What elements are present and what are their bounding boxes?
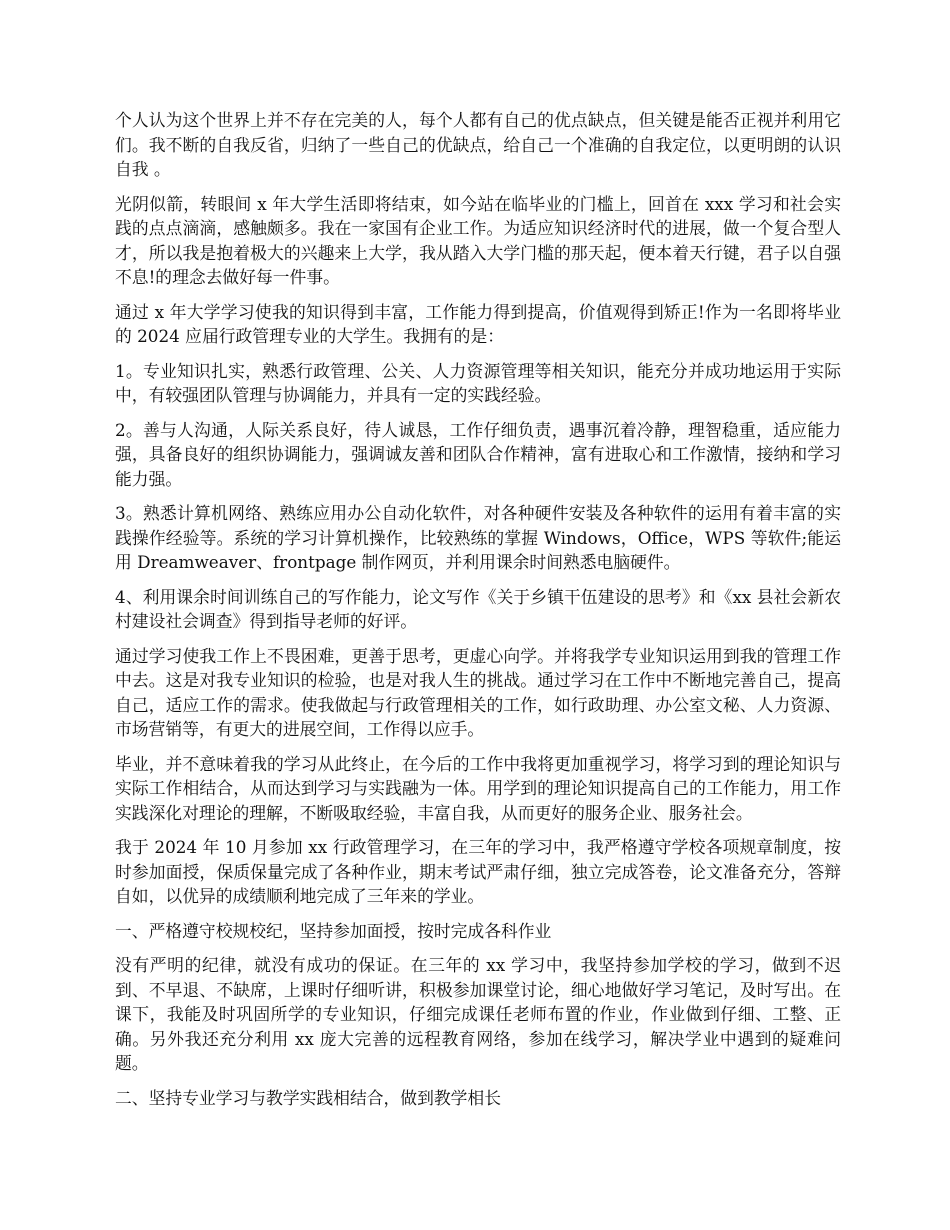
section-heading-1: 一、严格遵守校规校纪，坚持参加面授，按时完成各科作业 — [115, 920, 552, 941]
paragraph-work-attitude: 通过学习使我工作上不畏困难，更善于思考，更虚心向学。并将我学专业知识运用到我的管理工作中去。这是对我专业知识的检验，也是对我人生的挑战。通过学习在工作中不断地完善自己，提高自己，适应工作的需求。使我做起与行政管理相关的工作，如行政助理、办公室文秘、人力资源、市场营销等，有更大的进展空间，工作得以应手。 — [115, 645, 841, 739]
document-body — [115, 108, 841, 1110]
paragraph-university-life: 光阴似箭，转眼间 x 年大学生活即将结束，如今站在临毕业的门槛上，回首在 xxx 学习和社会实践的点点滴滴，感触颇多。我在一家国有企业工作。为适应知识经济时代的进展，做一个复合型人才，所以我是抱着极大的兴趣来上大学，我从踏入大学门槛的那天起，便本着天行键，君子以自强不息!的理念去做好每一件事。 — [115, 193, 841, 287]
paragraph-self-assessment-intro: 个人认为这个世界上并不存在完美的人，每个人都有自己的优点缺点，但关键是能否正视并利用它们。我不断的自我反省，归纳了一些自己的优缺点，给自己一个准确的自我定位，以更明朗的认识自我 。 — [115, 110, 841, 179]
list-item-4-writing: 4、利用课余时间训练自己的写作能力，论文写作《关于乡镇干伍建设的思考》和《xx 县社会新农村建设社会调查》得到指导老师的好评。 — [115, 586, 841, 631]
paragraph-knowledge-gained: 通过 x 年大学学习使我的知识得到丰富，工作能力得到提高，价值观得到矫正!作为一名即将毕业的 2024 应届行政管理专业的大学生。我拥有的是： — [115, 301, 841, 346]
section-heading-2: 二、坚持专业学习与教学实践相结合，做到教学相长 — [115, 1087, 501, 1108]
paragraph-discipline: 没有严明的纪律，就没有成功的保证。在三年的 xx 学习中，我坚持参加学校的学习，做到不迟到、不早退、不缺席，上课时仔细听讲，积极参加课堂讨论，细心地做好学习笔记，及时写出。在课下，我能及时巩固所学的专业知识，仔细完成课任老师布置的作业，作业做到仔细、工整、正确。另外我还充分利用 xx 庞大完善的远程教育网络，参加在线学习，解决学业中遇到的疑难问题。 — [115, 955, 841, 1073]
paragraph-study-summary: 我于 2024 年 10 月参加 xx 行政管理学习，在三年的学习中，我严格遵守学校各项规章制度，按时参加面授，保质保量完成了各种作业，期末考试严肃仔细，独立完成答卷，论文准备充分，答辩自如，以优异的成绩顺利地完成了三年来的学业。 — [115, 837, 841, 906]
paragraph-continued-learning: 毕业，并不意味着我的学习从此终止，在今后的工作中我将更加重视学习，将学习到的理论知识与实际工作相结合，从而达到学习与实践融为一体。用学到的理论知识提高自己的工作能力，用工作实践深化对理论的理解，不断吸取经验，丰富自我，从而更好的服务企业、服务社会。 — [115, 753, 841, 823]
list-item-3-computer-skills: 3。熟悉计算机网络、熟练应用办公自动化软件，对各种硬件安装及各种软件的运用有着丰富的实践操作经验等。系统的学习计算机操作，比较熟练的掌握 Windows，Office，WPS 等软件;能运用 Dreamweaver、frontpage 制作网页，并利用课余时间熟悉电脑硬件。 — [115, 503, 841, 572]
list-item-1-professional-knowledge: 1。专业知识扎实，熟悉行政管理、公关、人力资源管理等相关知识，能充分并成功地运用于实际中，有较强团队管理与协调能力，并具有一定的实践经验。 — [115, 360, 841, 405]
list-item-2-communication: 2。善与人沟通，人际关系良好，待人诚恳，工作仔细负责，遇事沉着冷静，理智稳重，适应能力强，具备良好的组织协调能力，强调诚友善和团队合作精神，富有进取心和工作激情，接纳和学习能力强。 — [115, 419, 841, 489]
